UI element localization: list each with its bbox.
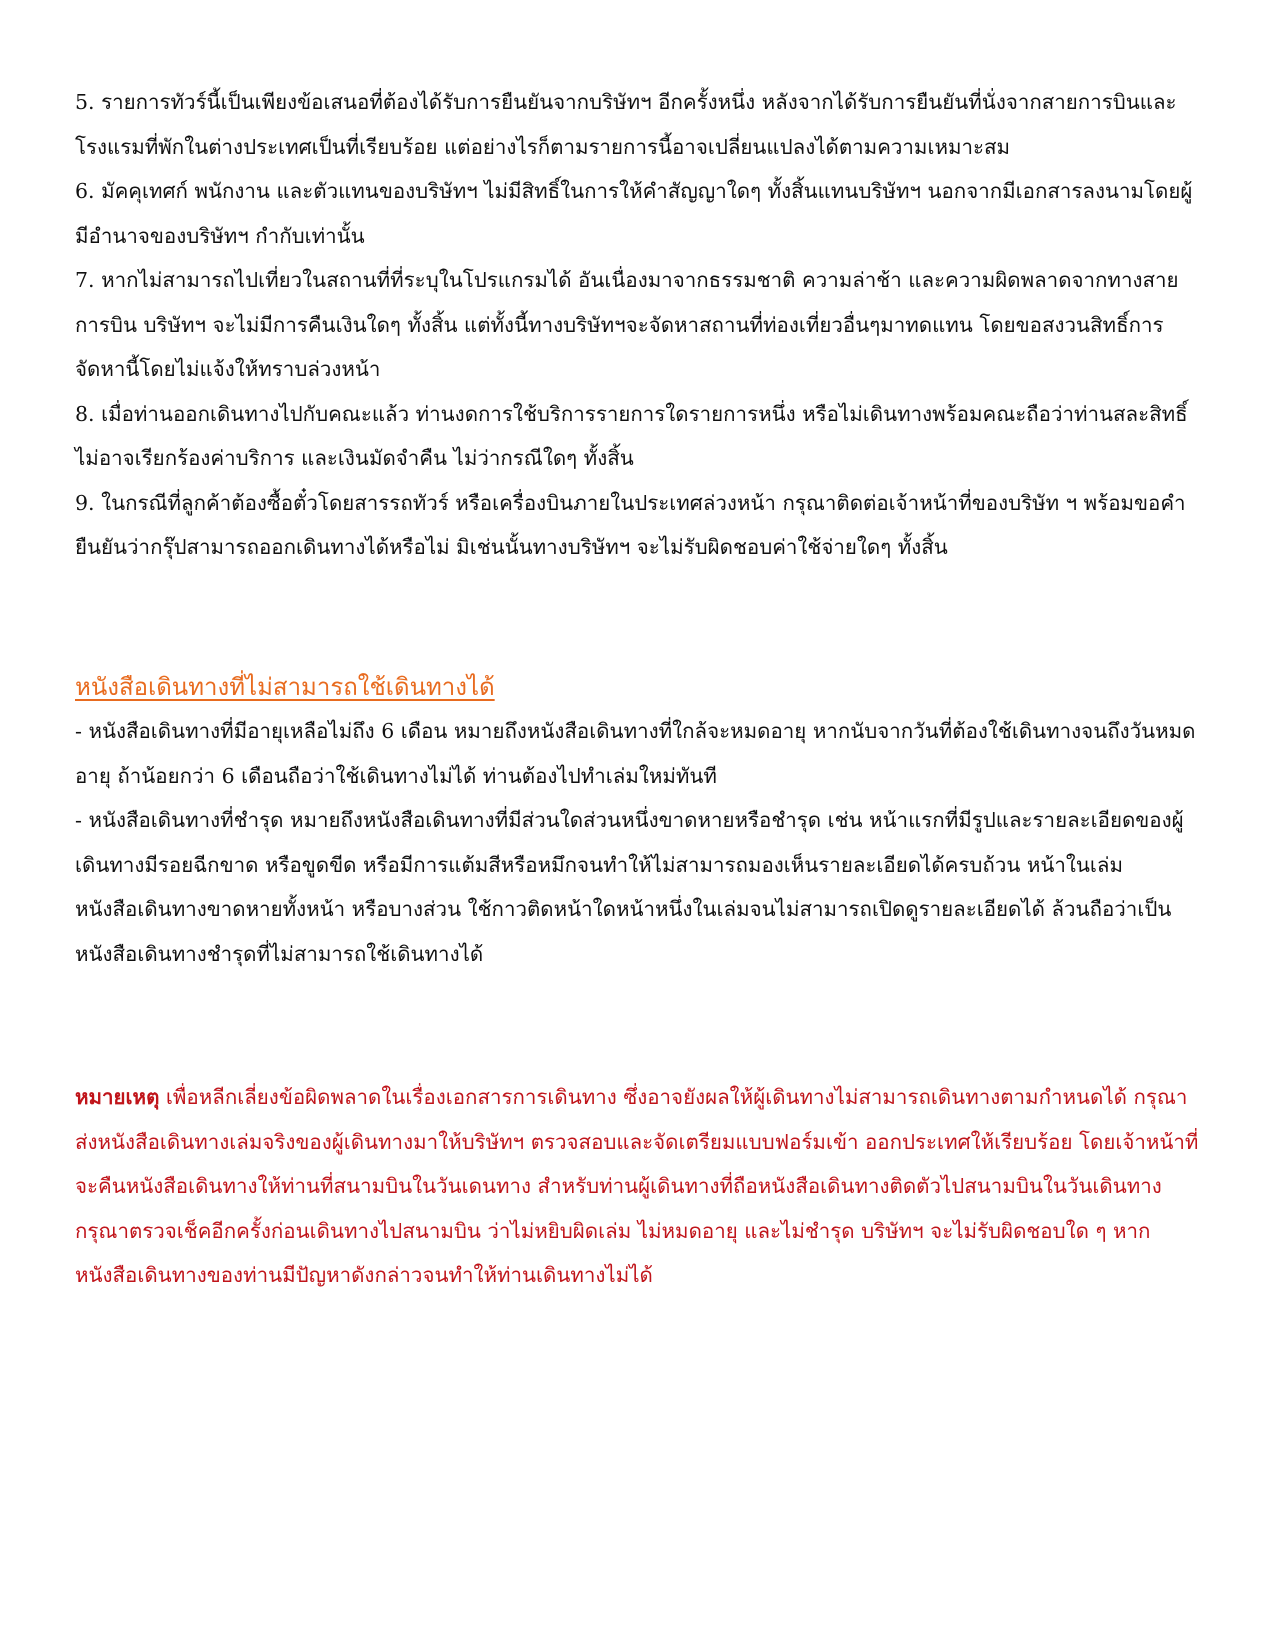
passport-section bbox=[75, 665, 1205, 976]
note-paragraph bbox=[75, 1075, 1205, 1298]
note-body: เพื่อหลีกเลี่ยงข้อผิดพลาดในเรื่องเอกสารการเดินทาง ซึ่งอาจยังผลให้ผู้เดินทางไม่สามารถเดินทางตามกำหนดได้ กรุณาส่งหนังสือเดินทางเล่มจริงของผู้เดินทางมาให้บริษัทฯ ตรวจสอบและจัดเตรียมแบบฟอร์มเข้า ออกประเทศให้เรียบร้อย โดยเจ้าหน้าที่จะคืนหนังสือเดินทางให้ท่านที่สนามบินในวันเดนทาง สำหรับท่านผู้เดินทางที่ถือหนังสือเดินทางติดตัวไปสนามบินในวันเดินทาง กรุณาตรวจเช็คอีกครั้งก่อนเดินทางไปสนามบิน ว่าไม่หยิบผิดเล่ม ไม่หมดอายุ และไม่ชำรุด บริษัทฯ จะไม่รับผิดชอบใด ๆ หากหนังสือเดินทางของท่านมีปัญหาดังกล่าวจนทำให้ท่านเดินทางไม่ได้ bbox=[75, 1085, 1199, 1287]
note-label: หมายเหตุ bbox=[75, 1085, 160, 1109]
passport-heading: หนังสือเดินทางที่ไม่สามารถใช้เดินทางได้ bbox=[75, 673, 495, 701]
term-item-6: 6. มัคคุเทศก์ พนักงาน และตัวแทนของบริษัทฯ ไม่มีสิทธิ์ในการให้คำสัญญาใดๆ ทั้งสิ้นแทนบริษัทฯ นอกจากมีเอกสารลงนามโดยผู้มีอำนาจของบริษัทฯ กำกับเท่านั้น bbox=[75, 179, 1193, 248]
term-item-8: 8. เมื่อท่านออกเดินทางไปกับคณะแล้ว ท่านงดการใช้บริการรายการใดรายการหนึ่ง หรือไม่เดินทางพร้อมคณะถือว่าท่านสละสิทธิ์ ไม่อาจเรียกร้องค่าบริการ และเงินมัดจำคืน ไม่ว่ากรณีใดๆ ทั้งสิ้น bbox=[75, 401, 1188, 470]
note-section bbox=[75, 1075, 1205, 1298]
term-item-7: 7. หากไม่สามารถไปเที่ยวในสถานที่ที่ระบุในโปรแกรมได้ อันเนื่องมาจากธรรมชาติ ความล่าช้า และความผิดพลาดจากทางสายการบิน บริษัทฯ จะไม่มีการคืนเงินใดๆ ทั้งสิ้น แต่ทั้งนี้ทางบริษัทฯจะจัดหาสถานที่ท่องเที่ยวอื่นๆมาทดแทน โดยขอสงวนสิทธิ์การจัดหานี้โดยไม่แจ้งให้ทราบล่วงหน้า bbox=[75, 268, 1179, 381]
terms-list bbox=[75, 80, 1205, 570]
passport-expiry-rule: - หนังสือเดินทางที่มีอายุเหลือไม่ถึง 6 เดือน หมายถึงหนังสือเดินทางที่ใกล้จะหมดอายุ หากนับจากวันที่ต้องใช้เดินทางจนถึงวันหมดอายุ ถ้าน้อยกว่า 6 เดือนถือว่าใช้เดินทางไม่ได้ ท่านต้องไปทำเล่มใหม่ทันที bbox=[75, 719, 1196, 788]
term-item-5: 5. รายการทัวร์นี้เป็นเพียงข้อเสนอที่ต้องได้รับการยืนยันจากบริษัทฯ อีกครั้งหนึ่ง หลังจากได้รับการยืนยันที่นั่งจากสายการบินและโรงแรมที่พักในต่างประเทศเป็นที่เรียบร้อย แต่อย่างไรก็ตามรายการนี้อาจเปลี่ยนแปลงได้ตามความเหมาะสม bbox=[75, 90, 1177, 159]
passport-damaged-rule: - หนังสือเดินทางที่ชำรุด หมายถึงหนังสือเดินทางที่มีส่วนใดส่วนหนึ่งขาดหายหรือชำรุด เช่น หน้าแรกที่มีรูปและรายละเอียดของผู้เดินทางมีรอยฉีกขาด หรือขูดขีด หรือมีการแต้มสีหรือหมึกจนทำให้ไม่สามารถมองเห็นรายละเอียดได้ครบถ้วน หน้าในเล่มหนังสือเดินทางขาดหายทั้งหน้า หรือบางส่วน ใช้กาวติดหน้าใดหน้าหนึ่งในเล่มจนไม่สามารถเปิดดูรายละเอียดได้ ล้วนถือว่าเป็นหนังสือเดินทางชำรุดที่ไม่สามารถใช้เดินทางได้ bbox=[75, 808, 1184, 966]
term-item-9: 9. ในกรณีที่ลูกค้าต้องซื้อตั๋วโดยสารรถทัวร์ หรือเครื่องบินภายในประเทศล่วงหน้า กรุณาติดต่อเจ้าหน้าที่ของบริษัท ฯ พร้อมขอคำยืนยันว่ากรุ๊ปสามารถออกเดินทางได้หรือไม่ มิเช่นนั้นทางบริษัทฯ จะไม่รับผิดชอบค่าใช้จ่ายใดๆ ทั้งสิ้น bbox=[75, 490, 1186, 559]
terms-section bbox=[75, 80, 1205, 570]
